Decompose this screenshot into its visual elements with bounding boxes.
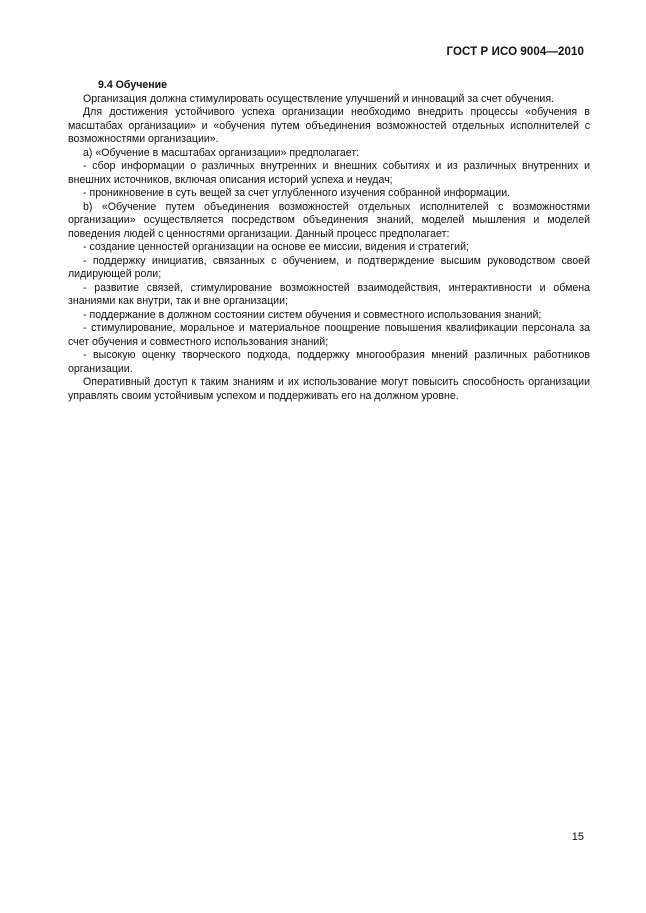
- list-item: - высокую оценку творческого подхода, поддержку многообразия мнений различных работников организации.: [68, 349, 590, 375]
- document-header: ГОСТ Р ИСО 9004—2010: [446, 46, 584, 58]
- paragraph-intro: Организация должна стимулировать осуществление улучшений и инноваций за счет обучения.: [83, 92, 555, 105]
- list-item: - поддержание в должном состоянии систем обучения и совместного использования знаний;: [83, 308, 542, 321]
- section-content: [68, 79, 590, 403]
- paragraph-item-a: а) «Обучение в масштабах организации» предполагает:: [83, 146, 360, 159]
- paragraph-processes: Для достижения устойчивого успеха организации необходимо внедрить процессы «обучения в масштабах организации» и «обучения путем объединения возможностей отдельных исполнителей с возможностями организации».: [68, 106, 590, 145]
- paragraph-item-b: b) «Обучение путем объединения возможностей отдельных исполнителей с возможностями организации» осуществляется посредством объединения знаний, моделей мышления и моделей поведения людей с ценностями организации. Данный процесс предполагает:: [68, 200, 590, 240]
- list-item: - создание ценностей организации на основе ее миссии, видения и стратегий;: [83, 241, 469, 253]
- paragraph-conclusion: Оперативный доступ к таким знаниям и их использование могут повысить способность организации управлять своим устойчивым успехом и поддерживать его на должном уровне.: [68, 376, 590, 402]
- page-number: 15: [571, 831, 584, 843]
- list-item: - поддержку инициатив, связанных с обучением, и подтверждение высшим руководством своей лидирующей роли;: [68, 254, 590, 280]
- list-item: - сбор информации о различных внутренних и внешних событиях и из различных внутренних и внешних источников, включая описания историй успеха и неудач;: [68, 160, 590, 186]
- list-item: - проникновение в суть вещей за счет углубленного изучения собранной информации.: [83, 187, 511, 199]
- section-title: 9.4 Обучение: [98, 79, 168, 91]
- list-item: - развитие связей, стимулирование возможностей взаимодействия, интерактивности и обмена знаниями как внутри, так и вне организации;: [68, 281, 590, 307]
- list-item: - стимулирование, моральное и материальное поощрение повышения квалификации персонала за счет обучения и совместного использования знаний;: [68, 322, 590, 348]
